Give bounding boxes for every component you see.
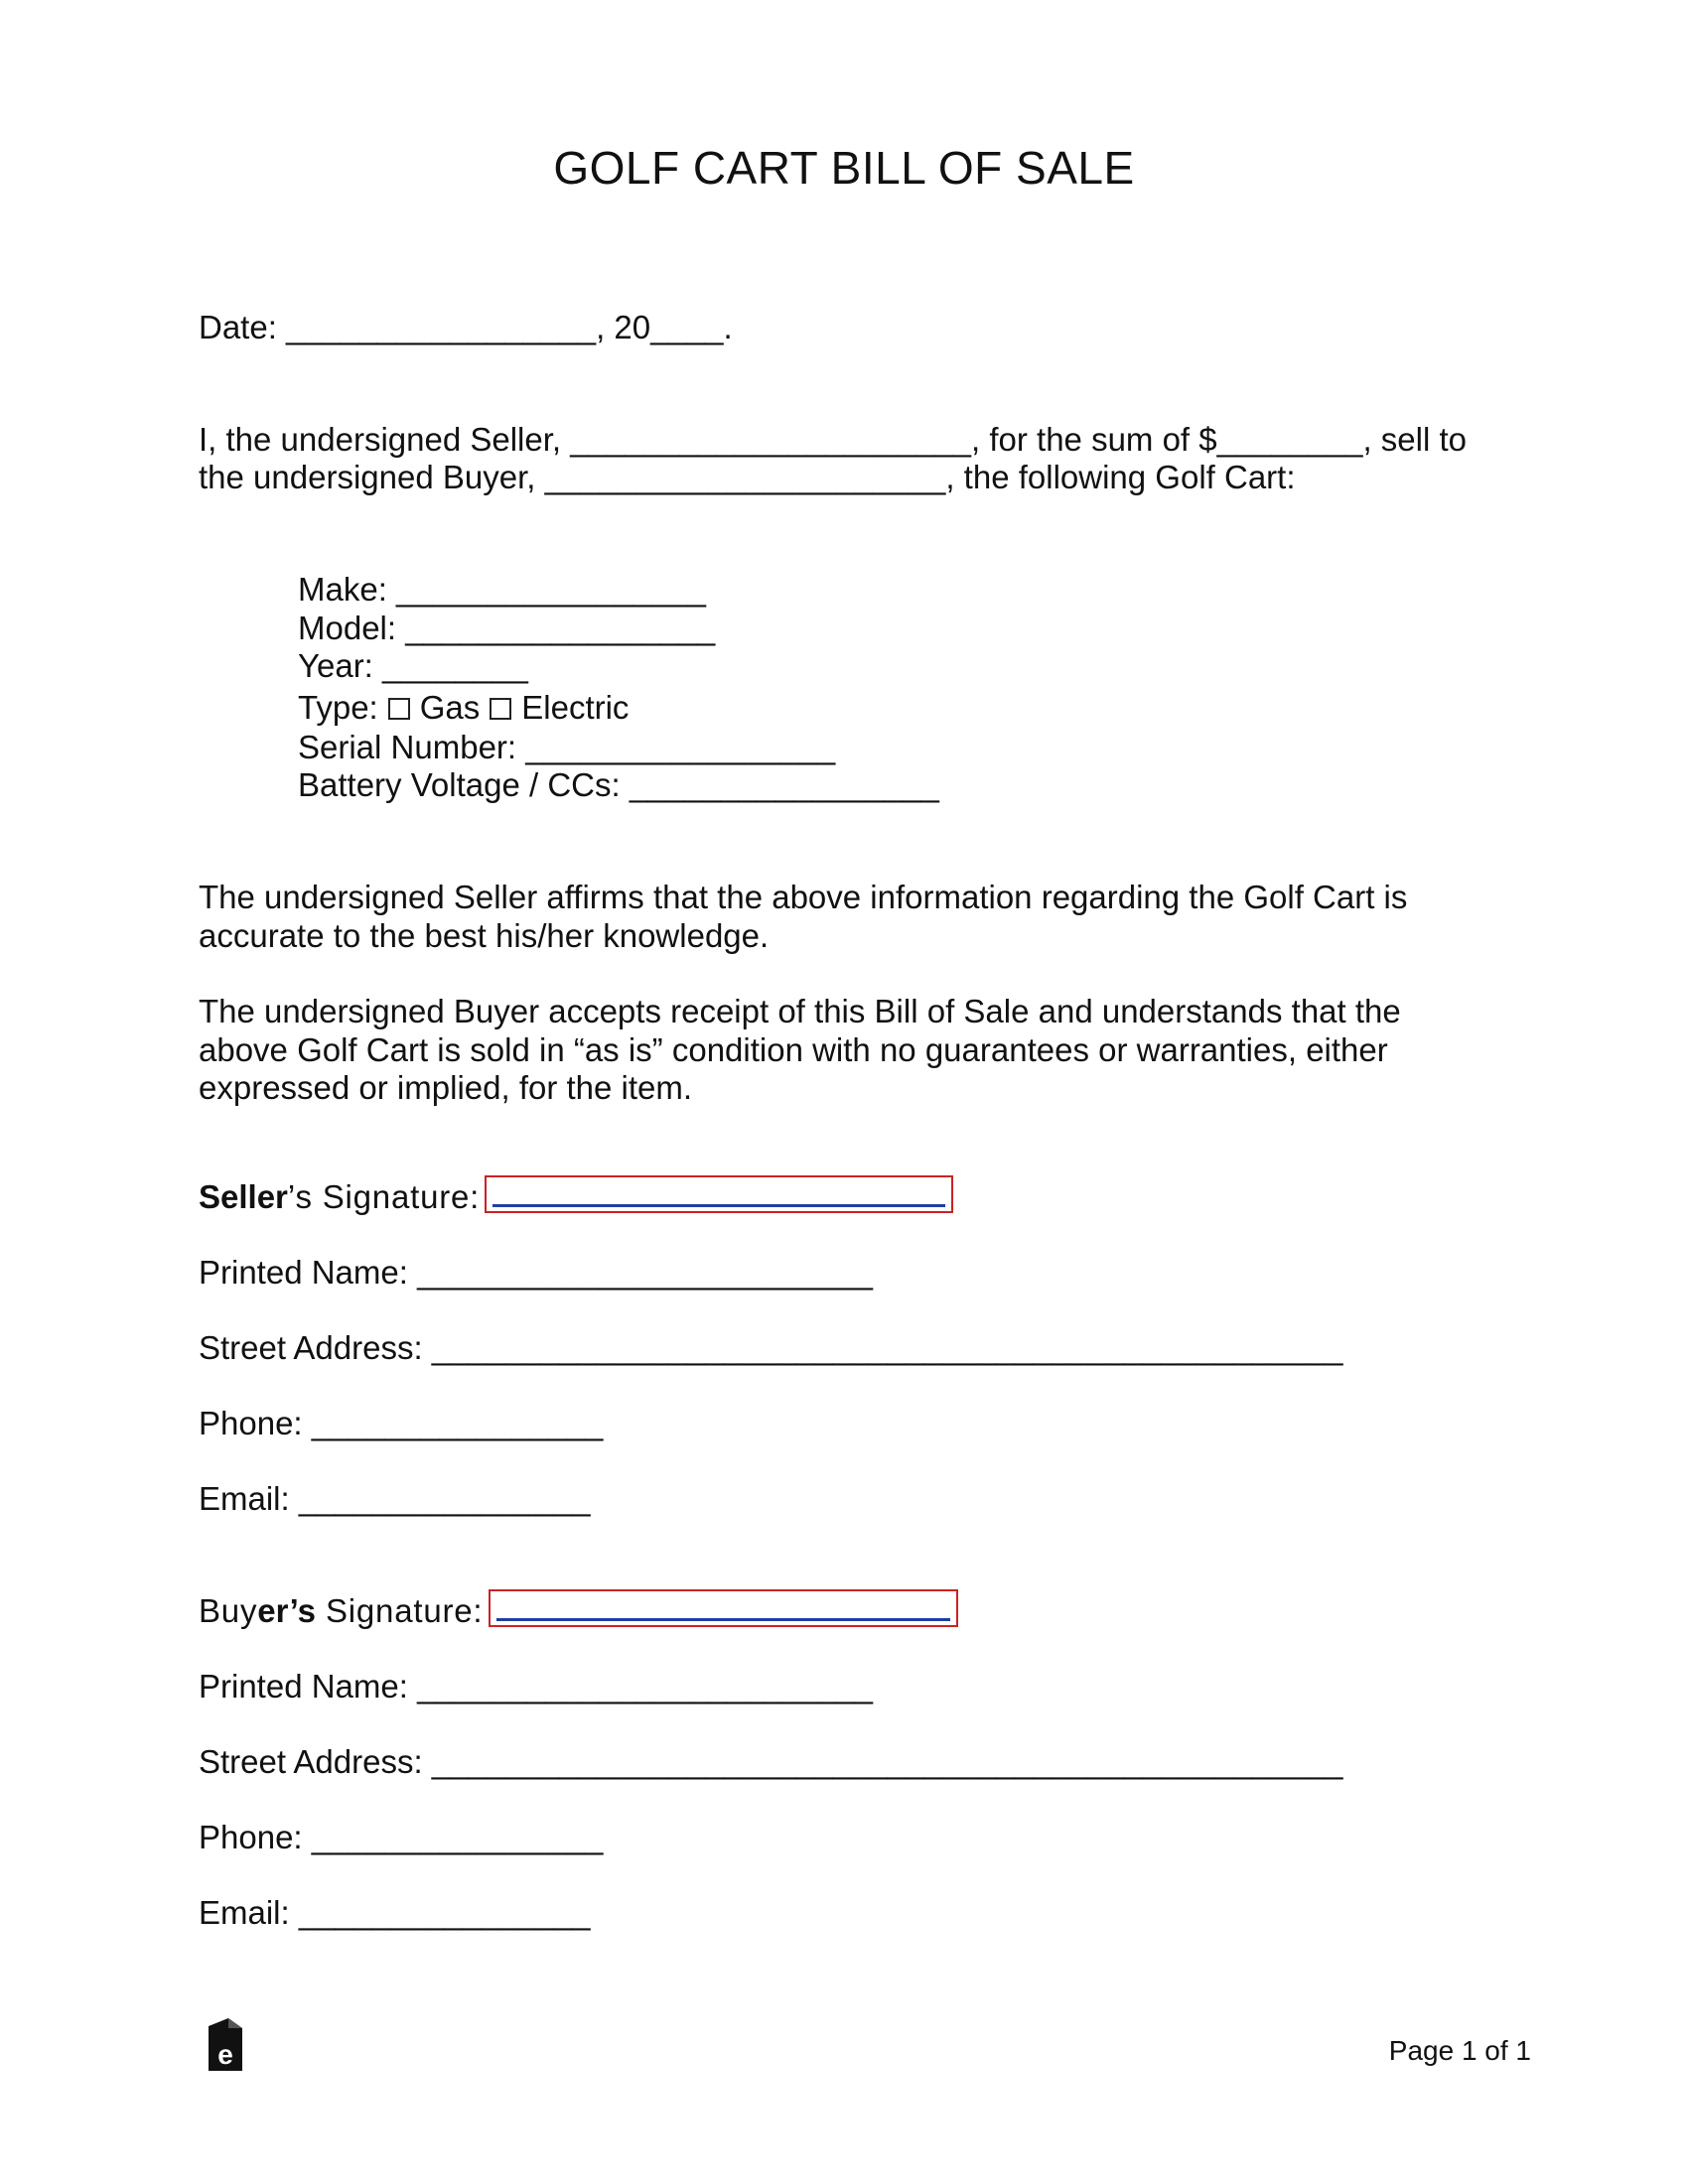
date-line bbox=[199, 309, 733, 346]
seller-email[interactable]: Email: ________________ bbox=[199, 1480, 591, 1517]
eforms-logo-icon bbox=[207, 2018, 244, 2073]
seller-street-address[interactable]: Street Address: __________________________________________________ bbox=[199, 1329, 1343, 1366]
year-field[interactable]: Year: ________ bbox=[298, 647, 528, 684]
seller-signature-label bbox=[199, 1178, 480, 1216]
seller-signature-field[interactable] bbox=[485, 1175, 953, 1213]
date-century: , 20 bbox=[596, 309, 651, 345]
buyer-signature-field[interactable] bbox=[489, 1589, 958, 1627]
buyer-signature-line bbox=[496, 1618, 950, 1621]
gas-checkbox[interactable] bbox=[388, 698, 410, 720]
serial-number-field[interactable]: Serial Number: _________________ bbox=[298, 729, 836, 765]
affirmation-paragraph: The undersigned Seller affirms that the above information regarding the Golf Cart is accurate to the best his/her knowledge. bbox=[199, 879, 1408, 954]
seller-signature-line bbox=[492, 1204, 945, 1207]
buyer-signature-rest: Signature: bbox=[315, 1592, 484, 1629]
date-blank[interactable]: _________________ bbox=[286, 309, 597, 345]
date-year-blank[interactable]: ____ bbox=[650, 309, 724, 345]
type-field bbox=[298, 689, 629, 727]
electric-label: Electric bbox=[521, 689, 630, 726]
battery-voltage-field[interactable]: Battery Voltage / CCs: _________________ bbox=[298, 766, 939, 803]
date-label: Date: bbox=[199, 309, 287, 345]
buyer-phone[interactable]: Phone: ________________ bbox=[199, 1819, 604, 1855]
seller-signature-bold: Seller bbox=[199, 1178, 288, 1215]
seller-signature-rest: ’s Signature: bbox=[287, 1178, 481, 1215]
buyer-signature-label bbox=[199, 1592, 483, 1630]
gas-label: Gas bbox=[419, 689, 481, 726]
buyer-signature-pre: Buy bbox=[199, 1592, 258, 1629]
make-field[interactable]: Make: _________________ bbox=[298, 571, 707, 608]
buyer-street-address[interactable]: Street Address: __________________________________________________ bbox=[199, 1743, 1343, 1780]
intro-line-2: the undersigned Buyer, ______________________, the following Golf Cart: bbox=[199, 459, 1296, 495]
seller-phone[interactable]: Phone: ________________ bbox=[199, 1405, 604, 1441]
type-label: Type: bbox=[298, 689, 378, 726]
date-end: . bbox=[723, 309, 733, 345]
intro-line-1: I, the undersigned Seller, ______________________, for the sum of $________, sell to bbox=[199, 421, 1467, 458]
seller-printed-name[interactable]: Printed Name: _________________________ bbox=[199, 1254, 873, 1291]
buyer-printed-name[interactable]: Printed Name: _________________________ bbox=[199, 1668, 873, 1705]
buyer-email[interactable]: Email: ________________ bbox=[199, 1894, 591, 1931]
electric-checkbox[interactable] bbox=[490, 698, 511, 720]
document-title: GOLF CART BILL OF SALE bbox=[553, 142, 1135, 194]
svg-text:e: e bbox=[217, 2039, 233, 2070]
page-number: Page 1 of 1 bbox=[1388, 2035, 1531, 2066]
acceptance-paragraph: The undersigned Buyer accepts receipt of this Bill of Sale and understands that the above Golf Cart is sold in “as is” condition with no guarantees or warranties, either expressed or implied, for the item. bbox=[199, 993, 1401, 1106]
buyer-signature-bold: er’s bbox=[257, 1592, 316, 1629]
model-field[interactable]: Model: _________________ bbox=[298, 610, 716, 646]
